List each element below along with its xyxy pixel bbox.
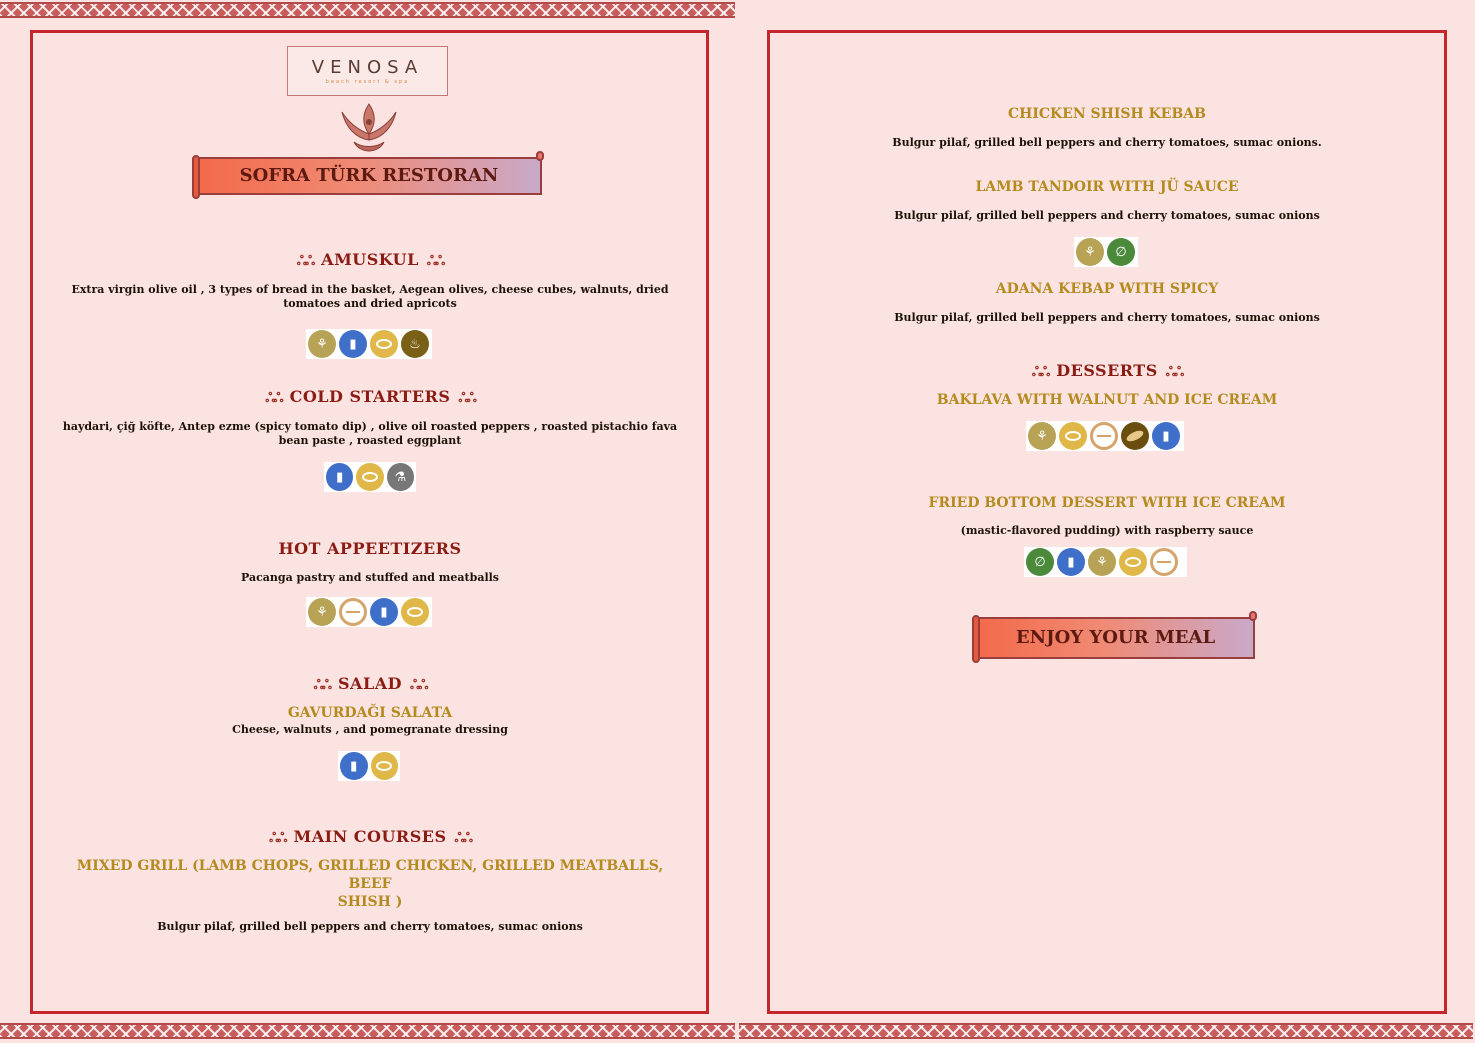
enjoy-your-meal-banner	[976, 617, 1255, 659]
lamb-tandoir-description: Bulgur pilaf, grilled bell peppers and cherry tomatoes, sumac onions	[894, 209, 1320, 222]
egg-icon	[1059, 422, 1087, 450]
closing-message: ENJOY YOUR MEAL	[1015, 627, 1216, 648]
ornament-icon: ஃஃ	[458, 391, 475, 406]
milk-icon: ▮	[1057, 548, 1085, 576]
ornament-icon: ஃஃ	[296, 254, 314, 269]
baklava-item-name: BAKLAVA WITH WALNUT AND ICE CREAM	[936, 392, 1278, 408]
main-courses-description: Bulgur pilaf, grilled bell peppers and cherry tomatoes, sumac onions	[157, 920, 583, 933]
logo-name: VENOSA	[311, 57, 424, 78]
top-border-strip	[0, 2, 735, 18]
celery-icon: ⚗	[387, 463, 414, 491]
ornament-icon: ஃஃ	[426, 254, 444, 269]
amuskul-heading: ஃஃ AMUSKUL ஃஃ	[296, 250, 444, 269]
ornament-icon: ஃஃ	[454, 831, 471, 846]
right-menu-page	[767, 30, 1447, 1014]
egg-icon	[401, 598, 429, 626]
sesame-icon: ∅	[1026, 548, 1054, 576]
hot-appetizers-description: Pacanga pastry and stuffed and meatballs	[240, 571, 499, 584]
adana-kebap-item-name: ADANA KEBAP WITH SPICY	[995, 281, 1219, 297]
gluten-icon: ⚘	[308, 330, 336, 358]
milk-icon: ▮	[340, 752, 368, 780]
hot-appetizers-allergen-icons	[306, 597, 432, 627]
egg-icon	[1119, 548, 1147, 576]
milk-icon: ▮	[1152, 422, 1180, 450]
ornament-icon: ஃஃ	[1165, 365, 1183, 380]
gluten-icon: ⚘	[1028, 422, 1056, 450]
sesame-icon: ∅	[1107, 238, 1135, 266]
chicken-shish-description: Bulgur pilaf, grilled bell peppers and cherry tomatoes, sumac onions.	[892, 136, 1322, 149]
logo-tagline: beach resort & spa	[325, 79, 410, 85]
restaurant-title-banner	[196, 157, 542, 195]
lamb-tandoir-item-name: LAMB TANDOIR WITH JÜ SAUCE	[975, 179, 1239, 195]
baklava-allergen-icons	[1026, 421, 1184, 451]
amuskul-allergen-icons	[306, 329, 432, 359]
mustard-icon: ♨	[401, 330, 429, 358]
venosa-logo	[287, 46, 448, 96]
main-courses-heading: ஃஃ MAIN COURSES ஃஃ	[269, 827, 471, 846]
salad-heading: ஃஃ SALAD ஃஃ	[313, 674, 427, 693]
gluten-icon: ⚘	[1088, 548, 1116, 576]
cold-starters-allergen-icons	[324, 462, 416, 492]
hot-appetizers-heading: HOT APPEETIZERS	[278, 539, 462, 558]
mixed-grill-item-name: MIXED GRILL (LAMB CHOPS, GRILLED CHICKEN, GRILLED MEATBALLS, BEEF SHISH )	[76, 858, 664, 910]
bottom-border-strip-right	[739, 1023, 1473, 1039]
milk-icon: ▮	[326, 463, 353, 491]
milk-icon: ▮	[339, 330, 367, 358]
restaurant-title: SOFRA TÜRK RESTORAN	[239, 165, 499, 186]
fried-bottom-dessert-description: (mastic-flavored pudding) with raspberry sauce	[960, 524, 1254, 537]
soy-icon	[1150, 548, 1178, 576]
salad-item-name: GAVURDAĞI SALATA	[287, 705, 453, 721]
soy-icon	[1090, 422, 1118, 450]
salad-allergen-icons	[338, 751, 400, 781]
egg-icon	[356, 463, 383, 491]
lamb-tandoir-allergen-icons	[1074, 237, 1138, 267]
ornament-icon: ஃஃ	[269, 831, 286, 846]
egg-icon	[371, 752, 399, 780]
bottom-border-strip-left	[0, 1023, 735, 1039]
egg-icon	[370, 330, 398, 358]
fried-bottom-dessert-item-name: FRIED BOTTOM DESSERT WITH ICE CREAM	[928, 495, 1286, 511]
ornament-icon: ஃஃ	[410, 678, 427, 693]
amuskul-description: Extra virgin olive oil , 3 types of bread in the basket, Aegean olives, cheese cubes, walnuts, dried tomatoes and dried apricots	[71, 283, 669, 310]
ornament-icon: ஃஃ	[1031, 365, 1049, 380]
soy-icon	[339, 598, 367, 626]
lotus-ornament-icon	[334, 100, 404, 158]
ornament-icon: ஃஃ	[265, 391, 282, 406]
salad-description: Cheese, walnuts , and pomegranate dressing	[232, 723, 508, 736]
desserts-heading: ஃஃ DESSERTS ஃஃ	[1031, 361, 1183, 380]
cold-starters-description: haydari, çiğ köfte, Antep ezme (spicy tomato dip) , olive oil roasted peppers , roasted pistachio fava bean paste , roasted eggplant	[62, 420, 678, 447]
nuts-icon	[1121, 422, 1149, 450]
ornament-icon: ஃஃ	[313, 678, 330, 693]
cold-starters-heading: ஃஃ COLD STARTERS ஃஃ	[265, 387, 475, 406]
gluten-icon: ⚘	[1076, 238, 1104, 266]
milk-icon: ▮	[370, 598, 398, 626]
chicken-shish-item-name: CHICKEN SHISH KEBAB	[1007, 106, 1207, 122]
fried-bottom-dessert-allergen-icons	[1024, 547, 1187, 577]
gluten-icon: ⚘	[308, 598, 336, 626]
adana-kebap-description: Bulgur pilaf, grilled bell peppers and cherry tomatoes, sumac onions	[894, 311, 1320, 324]
